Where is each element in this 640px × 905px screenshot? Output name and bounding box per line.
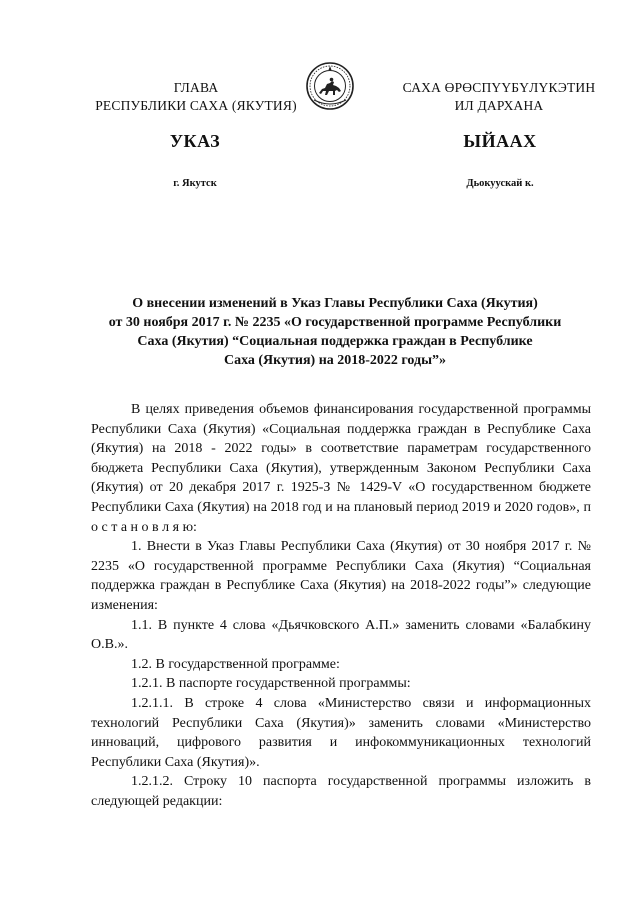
place-ru: г. Якутск bbox=[173, 178, 217, 189]
header-left-line1: ГЛАВА bbox=[173, 80, 219, 95]
header-left-line2: РЕСПУБЛИКИ САХА (ЯКУТИЯ) bbox=[95, 98, 297, 113]
title-line: Саха (Якутия) “Социальная поддержка граждан в Республике bbox=[137, 334, 533, 349]
paragraph-1: 1. Внести в Указ Главы Республики Саха (Якутия) от 30 ноября 2017 г. № 2235 «О государственной программе Республики Саха (Якутия) “Социальная поддержка граждан в Республике Саха (Якутия) на 2018-2022 годы”» следующие изменения: bbox=[91, 539, 591, 613]
coat-of-arms-icon bbox=[305, 60, 355, 112]
header-right bbox=[390, 79, 608, 115]
paragraph-1-2-1-2: 1.2.1.2. Строку 10 паспорта государственной программы изложить в следующей редакции: bbox=[91, 774, 591, 809]
paragraph-1-2-1: 1.2.1. В паспорте государственной программы: bbox=[131, 676, 411, 692]
document-title bbox=[80, 294, 590, 370]
header-left bbox=[90, 79, 302, 115]
header-right-line2: ИЛ ДАРХАНА bbox=[454, 98, 544, 113]
doc-type-ru: УКАЗ bbox=[169, 131, 221, 151]
title-line: О внесении изменений в Указ Главы Республики Саха (Якутия) bbox=[132, 296, 538, 311]
paragraph-preamble: В целях приведения объемов финансирования государственной программы Республики Саха (Якутия) «Социальная поддержка граждан в Республике Саха (Якутия) на 2018 - 2022 годы» в соответствие параметрам государственного бюджета Республики Саха (Якутия), утвержденным Законом Республики Саха (Якутия) от 20 декабря 2017 г. 1925-З № 1429-V «О государственном бюджете Республики Саха (Якутия) на 2018 год и на плановый период 2019 и 2020 годов», п о с т а н о в л я ю: bbox=[91, 402, 591, 535]
paragraph-1-2-1-1: 1.2.1.1. В строке 4 слова «Министерство связи и информационных технологий Республики Саха (Якутия)» заменить словами «Министерство инноваций, цифрового развития и инфокоммуникационных технологий Республики Саха (Якутия)». bbox=[91, 695, 591, 770]
title-line: от 30 ноября 2017 г. № 2235 «О государственной программе Республики bbox=[108, 315, 562, 330]
header-right-line1: САХА ӨРӨСПҮҮБҮЛҮКЭТИН bbox=[402, 80, 596, 95]
document-body bbox=[91, 400, 591, 811]
place-sah: Дьокуускай к. bbox=[466, 178, 534, 189]
doc-type-sah: ЫЙААХ bbox=[463, 131, 537, 151]
paragraph-1-2: 1.2. В государственной программе: bbox=[131, 656, 340, 672]
paragraph-1-1: 1.1. В пункте 4 слова «Дьячковского А.П.» заменить словами «Балабкину О.В.». bbox=[91, 617, 591, 653]
title-line: Саха (Якутия) на 2018-2022 годы”» bbox=[223, 353, 447, 368]
